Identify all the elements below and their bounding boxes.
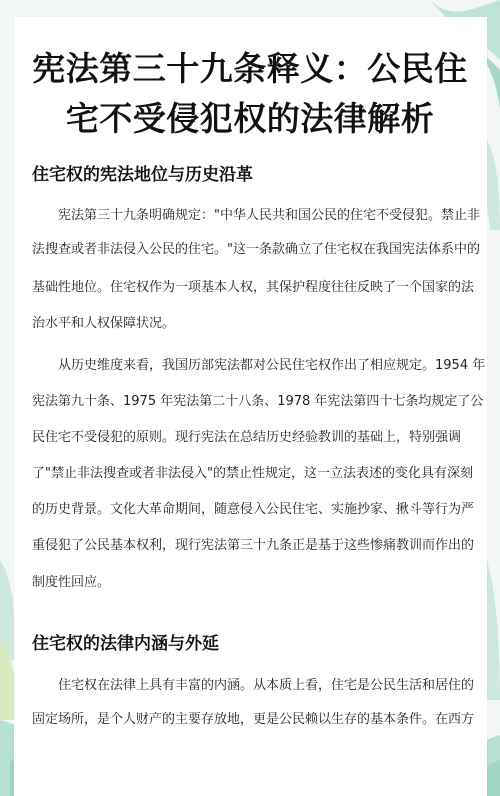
document-title	[0, 44, 500, 144]
paragraph-line: 了"禁止非法搜查或者非法侵入"的禁止性规定，这一立法表述的变化具有深刻	[32, 466, 473, 481]
section-heading: 住宅权的宪法地位与历史沿革	[32, 165, 253, 185]
paragraph-line: 的历史背景。文化大革命期间，随意侵入公民住宅、实施抄家、揪斗等行为严	[32, 502, 475, 517]
paragraph-line: 基础性地位。住宅权作为一项基本人权，其保护程度往往反映了一个国家的法	[32, 280, 475, 295]
paragraph-line: 民住宅不受侵犯的原则。现行宪法在总结历史经验教训的基础上，特别强调	[32, 430, 462, 445]
paragraph-line: 宪法第九十条、1975 年宪法第二十八条、1978 年宪法第四十七条均规定了公	[32, 394, 484, 409]
title-line-1: 宪法第三十九条释义：公民住	[32, 49, 468, 88]
paragraph-line: 重侵犯了公民基本权利，现行宪法第三十九条正是基于这些惨痛教训而作出的	[32, 538, 475, 553]
paragraph-line: 固定场所，是个人财产的主要存放地，更是公民赖以生存的基本条件。在西方	[32, 712, 475, 727]
paragraph-line: 法搜查或者非法侵入公民的住宅。"这一条款确立了住宅权在我国宪法体系中的	[32, 242, 480, 257]
paragraph-line: 住宅权在法律上具有丰富的内涵。从本质上看，住宅是公民生活和居住的	[58, 678, 475, 693]
paragraph-line: 宪法第三十九条明确规定："中华人民共和国公民的住宅不受侵犯。禁止非	[58, 208, 480, 223]
section-heading: 住宅权的法律内涵与外延	[32, 634, 219, 654]
title-line-2: 宅不受侵犯权的法律解析	[65, 99, 435, 138]
paragraph-line: 从历史维度来看，我国历部宪法都对公民住宅权作出了相应规定。1954 年	[58, 358, 486, 373]
paragraph-line: 治水平和人权保障状况。	[32, 316, 176, 331]
paragraph-line: 制度性回应。	[32, 575, 111, 590]
